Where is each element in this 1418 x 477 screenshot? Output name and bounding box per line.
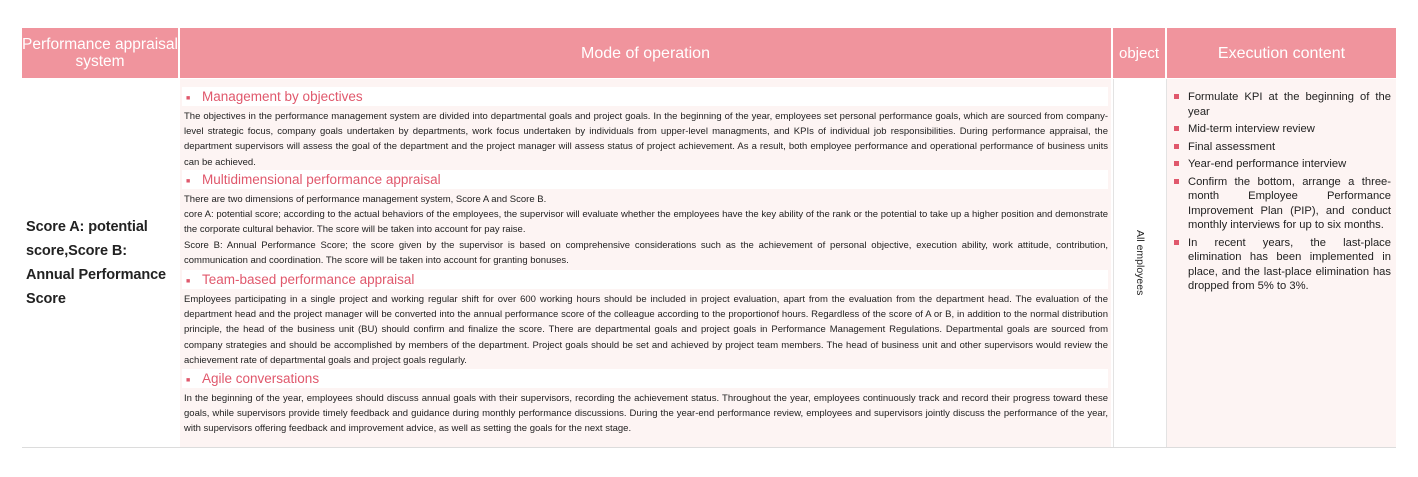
section-body-management-by-objectives bbox=[184, 109, 1108, 170]
bullet-icon: ■ bbox=[186, 95, 191, 102]
section-title-multidimensional: ■ Multidimensional performance appraisal bbox=[182, 170, 1108, 189]
header-mode-of-operation bbox=[180, 28, 1111, 78]
bullet-icon: ■ bbox=[186, 178, 191, 185]
section-title-management-by-objectives: ■ Management by objectives bbox=[182, 87, 1108, 106]
header-execution-label: Execution content bbox=[1217, 44, 1346, 62]
header-performance-appraisal-system bbox=[22, 28, 178, 78]
square-bullet-icon bbox=[1174, 144, 1179, 149]
paragraph: Score B: Annual Performance Score; the score given by the supervisor is based on comprehensive considerations such as the achievement of personal objective, execution ability, work attitude, contribution, communication and coordination. The score will be taken into account for granting bonuses. bbox=[184, 239, 1108, 266]
system-text: Score A: potential score,Score B: Annual Performance Score bbox=[26, 219, 167, 307]
header-object bbox=[1113, 28, 1165, 78]
section-body-agile-conversations bbox=[184, 391, 1108, 437]
object-vertical-wrapper bbox=[1114, 79, 1166, 447]
bullet-icon: ■ bbox=[186, 278, 191, 285]
system-cell bbox=[22, 79, 178, 447]
header-object-label: object bbox=[1118, 44, 1160, 62]
execution-list bbox=[1173, 90, 1391, 297]
list-item: In recent years, the last-place elimination has been implemented in place, and the last-place elimination has dropped from 5% to 3%. bbox=[1173, 236, 1391, 294]
list-item: Mid-term interview review bbox=[1173, 122, 1391, 137]
list-item: Confirm the bottom, arrange a three-month Employee Performance Improvement Plan (PIP), and conduct monthly interviews for up to six months. bbox=[1173, 175, 1391, 233]
list-item: Final assessment bbox=[1173, 140, 1391, 155]
paragraph: In the beginning of the year, employees should discuss annual goals with their supervisors, recording the achievement status. Throughout the year, employees continuously track and record their progress toward these goals, while supervisors provide timely feedback and guidance during monthly performance discussions. During the year-end performance review, employees and supervisors jointly discuss the performance of the year, with supervisors offering feedback and improvement advice, as well as setting the goals for the next stage. bbox=[184, 393, 1108, 435]
header-execution-content bbox=[1167, 28, 1396, 78]
list-item: Formulate KPI at the beginning of the year bbox=[1173, 90, 1391, 119]
list-item: Year-end performance interview bbox=[1173, 157, 1391, 172]
paragraph: core A: potential score; according to the actual behaviors of the employees, the supervisor will evaluate whether the employees have the key ability of the rank or the potential to take up a higher position and demonstrate the corporate cultural behavior. The score will be taken into account for pay raise. bbox=[184, 209, 1108, 236]
square-bullet-icon bbox=[1174, 94, 1179, 99]
mode-cell bbox=[180, 79, 1111, 447]
square-bullet-icon bbox=[1174, 240, 1179, 245]
square-bullet-icon bbox=[1174, 179, 1179, 184]
header-system-label: Performance appraisal system bbox=[22, 36, 178, 70]
bullet-icon: ■ bbox=[186, 377, 191, 384]
table-row bbox=[22, 79, 1396, 448]
object-cell bbox=[1113, 79, 1167, 447]
object-text: All employees bbox=[1134, 230, 1146, 296]
section-title-team-based: ■ Team-based performance appraisal bbox=[182, 270, 1108, 289]
paragraph: Employees participating in a single project and working regular shift for over 600 working hours should be included in project evaluation, apart from the evaluation from the department head. The evaluation of the department head and the project manager will be converted into the annual performance score of the colleague according to the proportionof hours. Regardless of the score of A or B, in addition to the normal distribution principle, the head of the business unit (BU) should confirm and finalize the score. There are departmental goals and project goals in Performance Management Regulations. Departmental goals are sourced from company strategies and should be accomplished by members of the department. Project goals should be set and achieved by project team members. The head of business unit and other supervisors would review the achievement rate of departmental goals and project goals regularly. bbox=[184, 294, 1108, 366]
execution-cell bbox=[1167, 79, 1396, 447]
header-mode-label: Mode of operation bbox=[581, 44, 710, 62]
paragraph: There are two dimensions of performance management system, Score A and Score B. bbox=[184, 194, 547, 205]
paragraph: The objectives in the performance management system are divided into departmental goals and project goals. In the beginning of the year, employees set personal performance goals, which are sourced from company-level strategic focus, company goals undertaken by departments, work focus undertaken by individuals from upper-level managments, and KPIs of individual job responsibilities. During performance appraisal, the department supervisors will assess the goal of the department and the project manager will assess status of project achievement. As a result, both employee performance and operational performance of business units can be achieved. bbox=[184, 111, 1108, 168]
square-bullet-icon bbox=[1174, 126, 1179, 131]
section-body-multidimensional bbox=[184, 192, 1108, 268]
square-bullet-icon bbox=[1174, 161, 1179, 166]
section-title-agile-conversations: ■ Agile conversations bbox=[182, 369, 1108, 388]
section-body-team-based bbox=[184, 292, 1108, 368]
